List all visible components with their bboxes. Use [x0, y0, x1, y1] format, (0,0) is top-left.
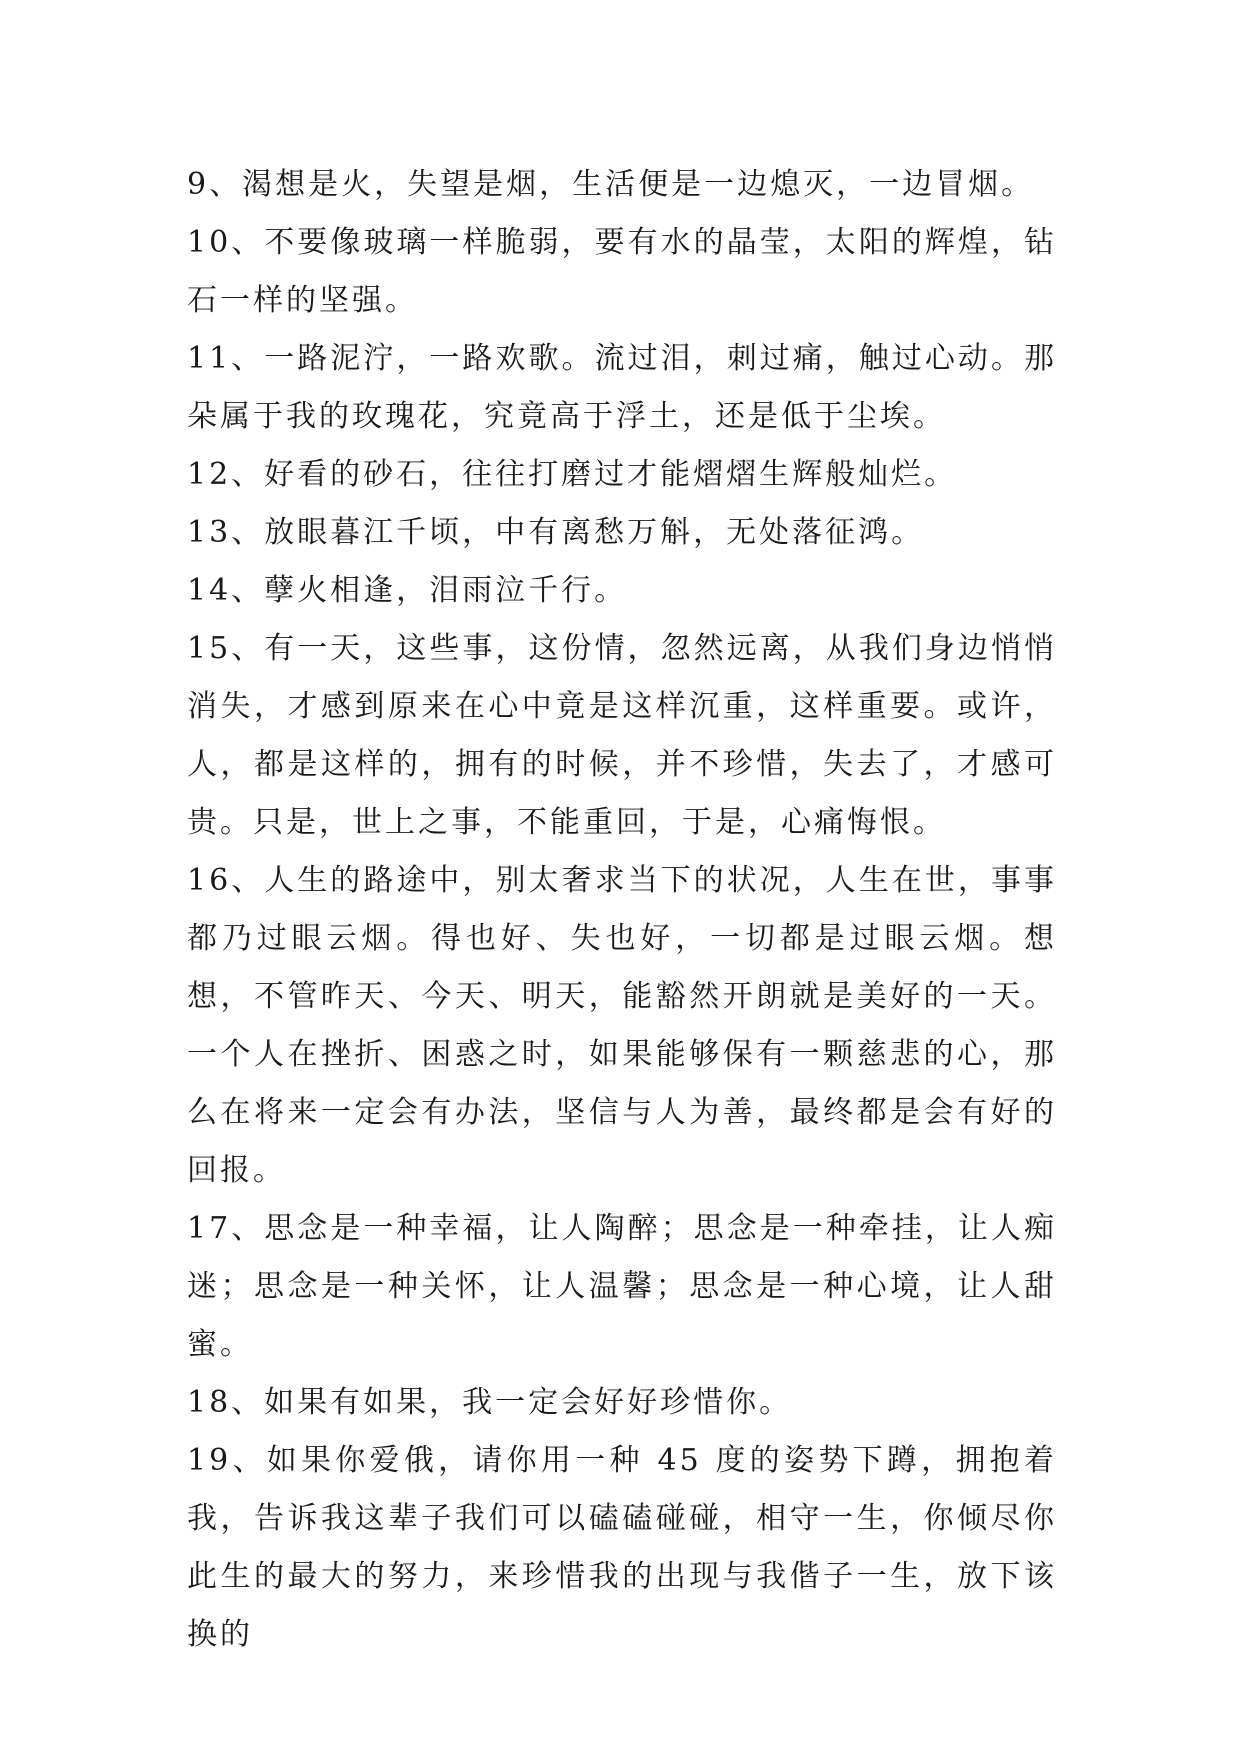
paragraph-16: 16、人生的路途中，别太奢求当下的状况，人生在世，事事都乃过眼云烟。得也好、失也好，一切都是过眼云烟。想想，不管昨天、今天、明天，能豁然开朗就是美好的一天。一个人在挫折、困惑之时，如果能够保有一颗慈悲的心，那么在将来一定会有办法，坚信与人为善，最终都是会有好的回报。 [187, 863, 1057, 1188]
paragraph-15: 15、有一天，这些事，这份情，忽然远离，从我们身边悄悄消失，才感到原来在心中竟是这样沉重，这样重要。或许，人，都是这样的，拥有的时候，并不珍惜，失去了，才感可贵。只是，世上之事，不能重回，于是，心痛悔恨。 [187, 631, 1057, 840]
paragraph-9: 9、渴想是火，失望是烟，生活便是一边熄灭，一边冒烟。 [187, 167, 1035, 202]
paragraph-14: 14、孽火相逢，泪雨泣千行。 [187, 573, 628, 608]
paragraph-12: 12、好看的砂石，往往打磨过才能熠熠生辉般灿烂。 [187, 457, 958, 492]
paragraph-13: 13、放眼暮江千顷，中有离愁万斛，无处落征鸿。 [187, 515, 925, 550]
paragraph-10: 10、不要像玻璃一样脆弱，要有水的晶莹，太阳的辉煌，钻石一样的坚强。 [187, 225, 1057, 318]
paragraph-19: 19、如果你爱俄，请你用一种 45 度的姿势下蹲，拥抱着我，告诉我这辈子我们可以磕磕碰碰，相守一生，你倾尽你此生的最大的努力，来珍惜我的出现与我偕子一生，放下该换的 [187, 1443, 1057, 1652]
paragraph-11: 11、一路泥泞，一路欢歌。流过泪，刺过痛，触过心动。那朵属于我的玫瑰花，究竟高于浮土，还是低于尘埃。 [187, 341, 1057, 434]
paragraph-17: 17、思念是一种幸福，让人陶醉；思念是一种牵挂，让人痴迷；思念是一种关怀，让人温馨；思念是一种心境，让人甜蜜。 [187, 1211, 1057, 1362]
document-body [187, 156, 1057, 1664]
paragraph-18: 18、如果有如果，我一定会好好珍惜你。 [187, 1385, 793, 1420]
